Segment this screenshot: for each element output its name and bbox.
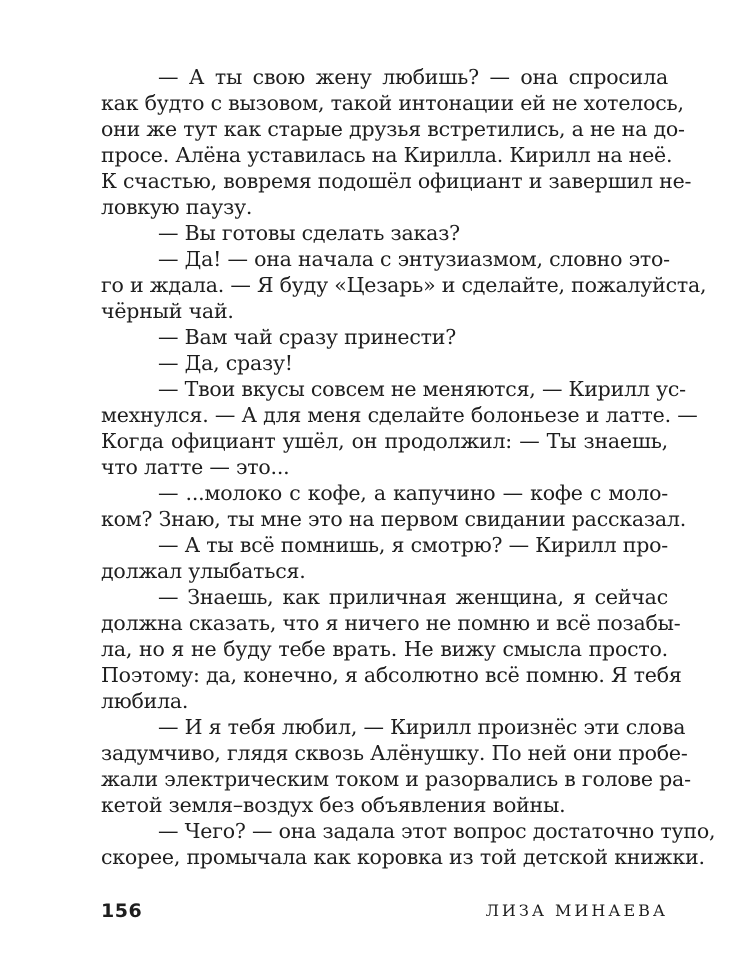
text-line: должна сказать, что я ничего не помню и всё позабы- xyxy=(101,611,681,635)
text-line: — И я тебя любил, — Кирилл произнёс эти слова xyxy=(158,715,686,739)
text-line: просе. Алёна уставилась на Кирилла. Кирилл на неё. xyxy=(101,143,673,167)
text-line: — Вы готовы сделать заказ? xyxy=(158,221,460,245)
text-line: скорее, промычала как коровка из той детской книжки. xyxy=(101,845,705,869)
text-line: задумчиво, глядя сквозь Алёнушку. По ней они пробе- xyxy=(101,741,688,765)
text-line: — А ты свою жену любишь? — она спросила xyxy=(158,65,668,89)
text-line: что латте — это... xyxy=(101,455,290,479)
text-line: Когда официант ушёл, он продолжил: — Ты знаешь, xyxy=(101,429,668,453)
text-line: ловкую паузу. xyxy=(101,195,253,219)
running-head-author: ЛИЗА МИНАЕВА xyxy=(485,901,668,920)
text-line: мехнулся. — А для меня сделайте болоньезе и латте. — xyxy=(101,403,698,427)
text-line: — Вам чай сразу принести? xyxy=(158,325,457,349)
text-line: любила. xyxy=(101,689,189,713)
text-line: ла, но я не буду тебе врать. Не вижу смысла просто. xyxy=(101,637,668,661)
page-number: 156 xyxy=(101,900,143,922)
text-line: — ...молоко с кофе, а капучино — кофе с моло- xyxy=(158,481,668,505)
text-line: — Твои вкусы совсем не меняются, — Кирилл ус- xyxy=(158,377,686,401)
text-line: Поэтому: да, конечно, я абсолютно всё помню. Я тебя xyxy=(101,663,682,687)
text-line: как будто с вызовом, такой интонации ей не хотелось, xyxy=(101,91,684,115)
text-line: — Да, сразу! xyxy=(158,351,293,375)
text-line: чёрный чай. xyxy=(101,299,234,323)
text-line: — Да! — она начала с энтузиазмом, словно это- xyxy=(158,247,670,271)
text-line: — Чего? — она задала этот вопрос достаточно тупо, xyxy=(158,819,716,843)
text-line: — Знаешь, как приличная женщина, я сейчас xyxy=(158,585,668,609)
text-line: они же тут как старые друзья встретились, а не на до- xyxy=(101,117,685,141)
text-line: ком? Знаю, ты мне это на первом свидании рассказал. xyxy=(101,507,687,531)
text-line: К счастью, вовремя подошёл официант и завершил не- xyxy=(101,169,692,193)
text-line: кетой земля–воздух без объявления войны. xyxy=(101,793,566,817)
text-line: должал улыбаться. xyxy=(101,559,306,583)
text-line: го и ждала. — Я буду «Цезарь» и сделайте, пожалуйста, xyxy=(101,273,707,297)
text-line: — А ты всё помнишь, я смотрю? — Кирилл про- xyxy=(158,533,668,557)
text-line: жали электрическим током и разорвались в голове ра- xyxy=(101,767,691,791)
